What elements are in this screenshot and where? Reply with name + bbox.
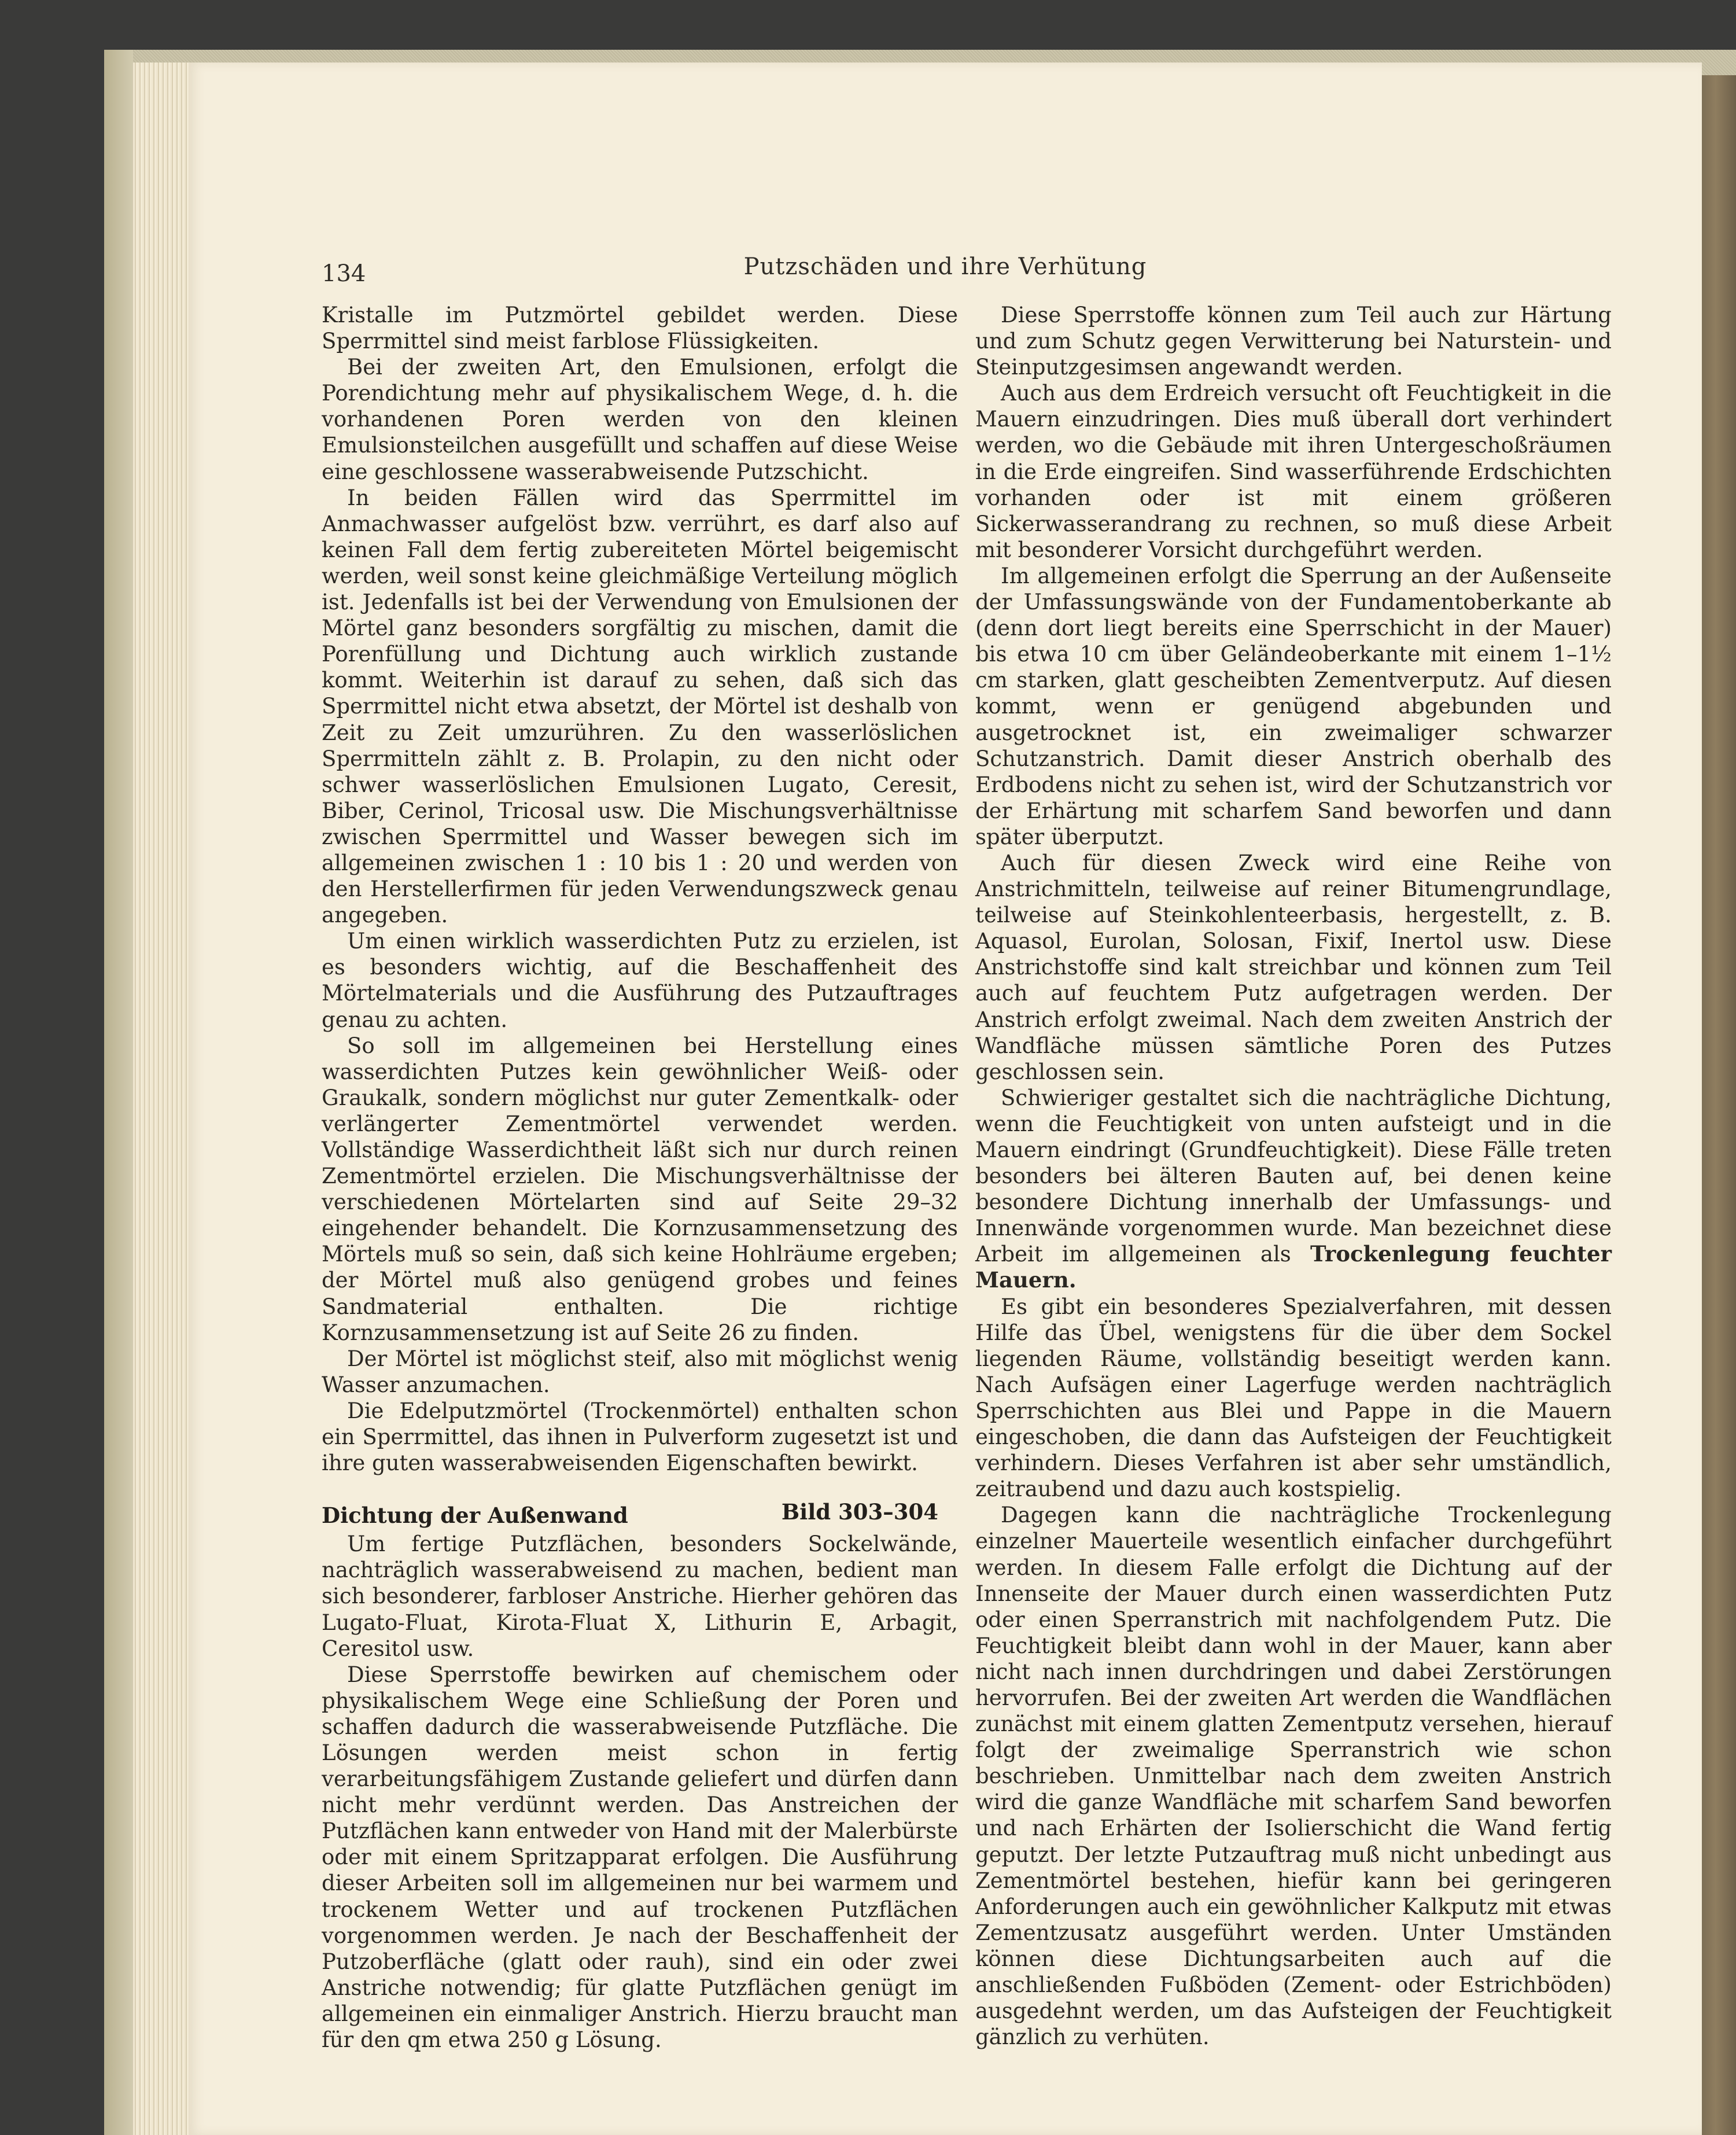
paragraph: Um fertige Putzflächen, besonders Sockelwände, nachträglich wasserabweisend zu machen, bedient man sich besonderer, farbloser Anstriche. Hierher gehören das Lugato-Fluat, Kirota-Fluat X, Lithurin E, Arbagit, Ceresitol usw. xyxy=(322,1532,958,1661)
paragraph xyxy=(975,1085,1612,1294)
page-number: 134 xyxy=(322,260,366,287)
bold-term: Trockenlegung feuchter Mauern. xyxy=(975,1241,1612,1293)
paragraph: Diese Sperrstoffe können zum Teil auch zur Härtung und zum Schutz gegen Verwitterung bei Naturstein- und Steinputzgesimsen angewandt werden. xyxy=(975,303,1612,380)
paragraph: Es gibt ein besonderes Spezialverfahren, mit dessen Hilfe das Übel, wenigstens für die über dem Sockel liegenden Räume, vollständig beseitigt werden kann. Nach Aufsägen einer Lagerfuge werden nachträglich Sperrschichten aus Blei und Pappe in die Mauern eingeschoben, die dann das Aufsteigen der Feuchtigkeit verhindern. Dieses Verfahren ist aber sehr umständlich, zeitraubend und dazu auch kostspielig. xyxy=(975,1294,1612,1502)
paragraph: Kristalle im Putzmörtel gebildet werden. Diese Sperrmittel sind meist farblose Flüssigkeiten. xyxy=(322,303,958,354)
paragraph: Der Mörtel ist möglichst steif, also mit möglichst wenig Wasser anzumachen. xyxy=(322,1346,958,1397)
paragraph: Bei der zweiten Art, den Emulsionen, erfolgt die Porendichtung mehr auf physikalischem Wege, d. h. die vorhandenen Poren werden von den kleinen Emulsionsteilchen ausgefüllt und schaffen auf diese Weise eine geschlossene wasserabweisende Putzschicht. xyxy=(322,355,958,484)
paragraph: Diese Sperrstoffe bewirken auf chemischem oder physikalischem Wege eine Schließung der Poren und schaffen dadurch die wasserabweisende Putzfläche. Die Lösungen werden meist schon in fertig verarbeitungsfähigem Zustande geliefert und dürfen dann nicht mehr verdünnt werden. Das Anstreichen der Putzflächen kann entweder von Hand mit der Malerbürste oder mit einem Spritzapparat erfolgen. Die Ausführung dieser Arbeiten soll im allgemeinen nur bei warmem und trockenem Wetter und auf trockenen Putzflächen vorgenommen werden. Je nach der Beschaffenheit der Putzoberfläche (glatt oder rauh), sind ein oder zwei Anstriche notwendig; für glatte Putzflächen genügt im allgemeinen ein einmaliger Anstrich. Hierzu braucht man für den qm etwa 250 g Lösung. xyxy=(322,1662,958,2052)
paragraph: Um einen wirklich wasserdichten Putz zu erzielen, ist es besonders wichtig, auf die Beschaffenheit des Mörtelmaterials und die Ausführung des Putzauftrages genau zu achten. xyxy=(322,929,958,1032)
page-edges xyxy=(133,62,189,2135)
figure-reference: Bild 303–304 xyxy=(781,1499,938,1525)
paragraph: So soll im allgemeinen bei Herstellung eines wasserdichten Putzes kein gewöhnlicher Weiß- oder Graukalk, sondern möglichst nur guter Zementkalk- oder verlängerter Zementmörtel verwendet werden. Vollständige Wasserdichtheit läßt sich nur durch reinen Zementmörtel erzielen. Die Mischungsverhältnisse der verschiedenen Mörtelarten sind auf Seite 29–32 eingehender behandelt. Die Kornzusammensetzung des Mörtels muß so sein, daß sich keine Hohlräume ergeben; der Mörtel muß also genügend grobes und feines Sandmaterial enthalten. Die richtige Kornzusammensetzung ist auf Seite 26 zu finden. xyxy=(322,1033,958,1345)
paragraph: Dagegen kann die nachträgliche Trockenlegung einzelner Mauerteile wesentlich einfacher durchgeführt werden. In diesem Falle erfolgt die Dichtung auf der Innenseite der Mauer durch einen wasserdichten Putz oder einen Sperranstrich mit nachfolgendem Putz. Die Feuchtigkeit bleibt dann wohl in der Mauer, kann aber nicht nach innen durchdringen und dabei Zerstörungen hervorrufen. Bei der zweiten Art werden die Wandflächen zunächst mit einem glatten Zementputz versehen, hierauf folgt der zweimalige Sperranstrich wie schon beschrieben. Unmittelbar nach dem zweiten Anstrich wird die ganze Wandfläche mit scharfem Sand beworfen und nach Erhärten der Isolierschicht die Wand fertig geputzt. Der letzte Putzauftrag muß nicht unbedingt aus Zementmörtel bestehen, hiefür kann bei geringeren Anforderungen auch ein gewöhnlicher Kalkputz mit etwas Zementzusatz ausgeführt werden. Unter Umständen können diese Dichtungsarbeiten auch auf die anschließenden Fußböden (Zement- oder Estrichböden) ausgedehnt werden, um das Aufsteigen der Feuchtigkeit gänzlich zu verhüten. xyxy=(975,1503,1612,2050)
running-title: Putzschäden und ihre Verhütung xyxy=(743,253,1147,280)
paragraph: Die Edelputzmörtel (Trockenmörtel) enthalten schon ein Sperrmittel, das ihnen in Pulverform zugesetzt ist und ihre guten wasserabweisenden Eigenschaften bewirkt. xyxy=(322,1398,958,1476)
left-column xyxy=(322,302,958,2053)
right-column xyxy=(975,302,1612,2050)
paragraph: Im allgemeinen erfolgt die Sperrung an der Außenseite der Umfassungswände von der Fundamentoberkante ab (denn dort liegt bereits eine Sperrschicht in der Mauer) bis etwa 10 cm über Geländeoberkante mit einem 1–1½ cm starken, glatt gescheibten Zementverputz. Auf diesen kommt, wenn er genügend abgebunden und ausgetrocknet ist, ein zweimaliger schwarzer Schutzanstrich. Damit dieser Anstrich oberhalb des Erdbodens nicht zu sehen ist, wird der Schutzanstrich vor der Erhärtung mit scharfem Sand beworfen und dann später überputzt. xyxy=(975,563,1612,849)
page-header xyxy=(189,253,1702,288)
section-heading-title: Dichtung der Außenwand xyxy=(322,1503,628,1529)
book-spine xyxy=(104,50,133,2135)
book-page xyxy=(189,62,1702,2135)
section-heading xyxy=(322,1499,958,1529)
facing-page-edge xyxy=(1702,75,1736,2135)
paragraph: In beiden Fällen wird das Sperrmittel im Anmachwasser aufgelöst bzw. verrührt, es darf also auf keinen Fall dem fertig zubereiteten Mörtel beigemischt werden, weil sonst keine gleichmäßige Verteilung möglich ist. Jedenfalls ist bei der Verwendung von Emulsionen der Mörtel ganz besonders sorgfältig zu mischen, damit die Porenfüllung und Dichtung auch wirklich zustande kommt. Weiterhin ist darauf zu sehen, daß sich das Sperrmittel nicht etwa absetzt, der Mörtel ist deshalb von Zeit zu Zeit umzurühren. Zu den wasserlöslichen Sperrmitteln zählt z. B. Prolapin, zu den nicht oder schwer wasserlöslichen Emulsionen Lugato, Ceresit, Biber, Cerinol, Tricosal usw. Die Mischungsverhältnisse zwischen Sperrmittel und Wasser bewegen sich im allgemeinen zwischen 1 : 10 bis 1 : 20 und werden von den Herstellerfirmen für jeden Verwendungszweck genau angegeben. xyxy=(322,485,958,928)
paragraph: Auch für diesen Zweck wird eine Reihe von Anstrichmitteln, teilweise auf reiner Bitumengrundlage, teilweise auf Steinkohlenteerbasis, hergestellt, z. B. Aquasol, Eurolan, Solosan, Fixif, Inertol usw. Diese Anstrichstoffe sind kalt streichbar und können zum Teil auch auf feuchtem Putz aufgetragen werden. Der Anstrich erfolgt zweimal. Nach dem zweiten Anstrich der Wandfläche müssen sämtliche Poren des Putzes geschlossen sein. xyxy=(975,850,1612,1084)
paragraph-text: Schwieriger gestaltet sich die nachträgliche Dichtung, wenn die Feuchtigkeit von unten aufsteigt und in die Mauern eindringt (Grundfeuchtigkeit). Diese Fälle treten besonders bei älteren Bauten auf, bei denen keine besondere Dichtung innerhalb der Umfassungs- und Innenwände vorgenommen wurde. Man bezeichnet diese Arbeit im allgemeinen als xyxy=(975,1085,1612,1267)
paragraph: Auch aus dem Erdreich versucht oft Feuchtigkeit in die Mauern einzudringen. Dies muß überall dort verhindert werden, wo die Gebäude mit ihren Untergeschoßräumen in die Erde eingreifen. Sind wasserführende Erdschichten vorhanden oder ist mit einem größeren Sickerwasserandrang zu rechnen, so muß diese Arbeit mit besonderer Vorsicht durchgeführt werden. xyxy=(975,381,1612,562)
